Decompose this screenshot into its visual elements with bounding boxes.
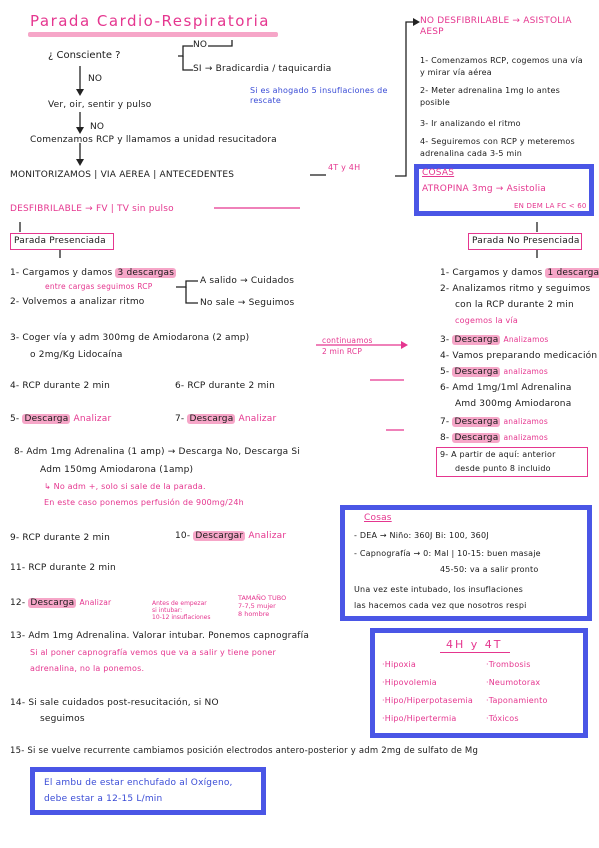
hyt-left-2: ·Hipovolemia bbox=[382, 678, 437, 687]
no-desfibrilable-header: NO DESFIBRILABLE → ASISTOLIA AESP bbox=[420, 16, 572, 37]
nopres-step-5: 5- Descarga analizamos bbox=[440, 367, 548, 377]
hyt-right-2: ·Neumotorax bbox=[486, 678, 541, 687]
comenzamos-step: Comenzamos RCP y llamamos a unidad resucitadora bbox=[30, 135, 277, 145]
pres-step-4: 4- RCP durante 2 min bbox=[10, 381, 111, 391]
capno-line-2: 45-50: va a salir pronto bbox=[440, 565, 539, 574]
pres-step-12: 12- Descarga Analizar bbox=[10, 598, 112, 608]
hyt-right-3: ·Taponamiento bbox=[486, 696, 548, 705]
no-desfib-item-2: 2- Meter adrenalina 1mg lo antes posible bbox=[420, 86, 560, 107]
nopres-step-2b: con la RCP durante 2 min bbox=[455, 300, 574, 310]
nopres-step-2a: 2- Analizamos ritmo y seguimos bbox=[440, 284, 591, 294]
ambu-line-1: El ambu de estar enchufado al Oxígeno, bbox=[44, 778, 233, 788]
pres-step-12-hl: Descarga bbox=[30, 598, 75, 608]
hyt-left-3: ·Hipo/Hiperpotasemia bbox=[382, 696, 473, 705]
dem-note: EN DEM LA FC < 60 bbox=[514, 202, 587, 210]
nopres-step-7-an: analizamos bbox=[503, 417, 548, 426]
cosas-title-1: COSAS bbox=[422, 168, 455, 178]
nopres-step-5-hl: Descarga bbox=[454, 367, 499, 377]
no-presenciada-label: Parada No Presenciada bbox=[472, 236, 580, 246]
pres-step-2: 2- Volvemos a analizar ritmo bbox=[10, 297, 145, 307]
hyt-left-4: ·Hipo/Hipertermia bbox=[382, 714, 457, 723]
nopres-step-8-an: analizamos bbox=[503, 433, 548, 442]
no-desfib-item-1: 1- Comenzamos RCP, cogemos una vía y mirar vía aérea bbox=[420, 56, 583, 77]
nopres-step-1: 1- Cargamos y damos 1 descarga bbox=[440, 268, 599, 278]
si-branch: SI → Bradicardia / taquicardia bbox=[193, 64, 332, 74]
pres-step-7: 7- Descarga Analizar bbox=[175, 414, 277, 424]
nopres-step-1-hl: 1 descarga bbox=[545, 268, 599, 278]
pres-step-5-an: Analizar bbox=[73, 414, 112, 424]
pres-step-5-hl: Descarga bbox=[24, 414, 69, 424]
atropina-text: ATROPINA 3mg → Asistolia bbox=[422, 184, 546, 194]
pres-step-10-hl: Descargar bbox=[195, 531, 244, 541]
pres-step-12-an: Analizar bbox=[79, 598, 112, 607]
nopres-step-6b: Amd 300mg Amiodarona bbox=[455, 399, 572, 409]
continuamos-note: continuamos 2 min RCP bbox=[322, 336, 373, 356]
pres-step-13b: adrenalina, no la ponemos. bbox=[30, 664, 145, 673]
cosas-title-2: Cosas bbox=[364, 513, 392, 523]
pres-step-14a: 14- Si sale cuidados post-resucitación, si NO bbox=[10, 698, 219, 708]
desfibrilable-step: DESFIBRILABLE → FV | TV sin pulso bbox=[10, 204, 174, 214]
nopres-step-2c: cogemos la vía bbox=[455, 316, 519, 325]
no-desfib-item-3: 3- Ir analizando el ritmo bbox=[420, 119, 521, 128]
pres-step-3a: 3- Coger vía y adm 300mg de Amiodarona (2 amp) bbox=[10, 333, 250, 343]
pres-step-1: 1- Cargamos y damos 3 descargas bbox=[10, 268, 175, 278]
ambu-line-2: debe estar a 12-15 L/min bbox=[44, 794, 163, 804]
4t4h-note: 4T y 4H bbox=[328, 163, 361, 172]
intubar-note: Antes de empezar si intubar: 10-12 insuflaciones bbox=[152, 600, 211, 621]
no-label-3: NO bbox=[90, 122, 105, 132]
pres-step-7-hl: Descarga bbox=[189, 414, 234, 424]
hyt-left-1: ·Hipoxia bbox=[382, 660, 416, 669]
pres-step-3b: o 2mg/Kg Lidocaína bbox=[30, 350, 123, 360]
dea-line: - DEA → Niño: 360J Bi: 100, 360J bbox=[354, 531, 489, 540]
pres-step-1-note: entre cargas seguimos RCP bbox=[45, 282, 153, 291]
nopres-step-4: 4- Vamos preparando medicación bbox=[440, 351, 598, 361]
ambu-box bbox=[30, 767, 266, 815]
nopres-step-9a: 9- A partir de aquí: anterior bbox=[440, 450, 556, 459]
nopres-step-3-an: Analizamos bbox=[503, 335, 549, 344]
nopres-step-6a: 6- Amd 1mg/1ml Adrenalina bbox=[440, 383, 572, 393]
pres-step-13: 13- Adm 1mg Adrenalina. Valorar intubar. Ponemos capnografía bbox=[10, 631, 310, 641]
page-title: Parada Cardio-Respiratoria bbox=[30, 12, 270, 30]
pres-step-8d: En este caso ponemos perfusión de 900mg/24h bbox=[44, 498, 244, 507]
ahogado-note: Si es ahogado 5 insuflaciones de rescate bbox=[250, 86, 388, 105]
title-underline bbox=[28, 32, 278, 37]
nopres-step-7: 7- Descarga analizamos bbox=[440, 417, 548, 427]
pres-step-9: 9- RCP durante 2 min bbox=[10, 533, 111, 543]
nopres-step-7-hl: Descarga bbox=[454, 417, 499, 427]
pres-step-14b: seguimos bbox=[40, 714, 85, 724]
pres-step-11: 11- RCP durante 2 min bbox=[10, 563, 116, 573]
monitorizamos-step: MONITORIZAMOS | VIA AEREA | ANTECEDENTES bbox=[10, 170, 235, 180]
pres-step-10: 10- Descargar Analizar bbox=[175, 531, 287, 541]
presenciada-label: Parada Presenciada bbox=[14, 236, 106, 246]
hyt-right-1: ·Trombosis bbox=[486, 660, 531, 669]
4h4t-title-underline bbox=[440, 652, 510, 653]
pres-step-13a: Si al poner capnografía vemos que va a salir y tiene poner bbox=[30, 648, 276, 657]
pres-step-8a: 8- Adm 1mg Adrenalina (1 amp) → Descarga No, Descarga Si bbox=[14, 447, 301, 457]
pres-step-7-an: Analizar bbox=[238, 414, 277, 424]
pres-step-10-an: Analizar bbox=[248, 531, 287, 541]
consciente-question: ¿ Consciente ? bbox=[48, 50, 121, 61]
intub-line-2: las hacemos cada vez que nosotros respi bbox=[354, 601, 527, 610]
nopres-step-3: 3- Descarga Analizamos bbox=[440, 335, 549, 345]
tamano-tubo-note: TAMAÑO TUBO 7-7,5 mujer 8 hombre bbox=[238, 594, 287, 618]
4h4t-title: 4H y 4T bbox=[446, 638, 503, 651]
no-desfib-item-4: 4- Seguiremos con RCP y meteremos adrenalina cada 3-5 min bbox=[420, 137, 575, 158]
nopres-step-9b: desde punto 8 incluido bbox=[455, 464, 551, 473]
pres-step-8c: ↳ No adm +, solo si sale de la parada. bbox=[44, 482, 206, 491]
intub-line-1: Una vez este intubado, los insuflaciones bbox=[354, 585, 523, 594]
pres-step-6: 6- RCP durante 2 min bbox=[175, 381, 276, 391]
no-branch-1: NO bbox=[193, 40, 208, 50]
nopres-step-3-hl: Descarga bbox=[454, 335, 499, 345]
pres-step-8b: Adm 150mg Amiodarona (1amp) bbox=[40, 465, 194, 475]
pres-step-1-hl: 3 descargas bbox=[117, 268, 175, 278]
salido-branch: A salido → Cuidados bbox=[200, 276, 295, 286]
nosale-branch: No sale → Seguimos bbox=[200, 298, 295, 308]
no-label-2: NO bbox=[88, 74, 103, 84]
nopres-step-8: 8- Descarga analizamos bbox=[440, 433, 548, 443]
capno-line-1: - Capnografía → 0: Mal | 10-15: buen masaje bbox=[354, 549, 541, 558]
pres-step-5: 5- Descarga Analizar bbox=[10, 414, 112, 424]
nopres-step-8-hl: Descarga bbox=[454, 433, 499, 443]
hyt-right-4: ·Tóxicos bbox=[486, 714, 519, 723]
pres-step-15: 15- Si se vuelve recurrente cambiamos posición electrodos antero-posterior y adm 2mg de sulfato de Mg bbox=[10, 746, 479, 756]
nopres-step-5-an: analizamos bbox=[503, 367, 548, 376]
ver-oir-step: Ver, oir, sentir y pulso bbox=[48, 100, 152, 110]
